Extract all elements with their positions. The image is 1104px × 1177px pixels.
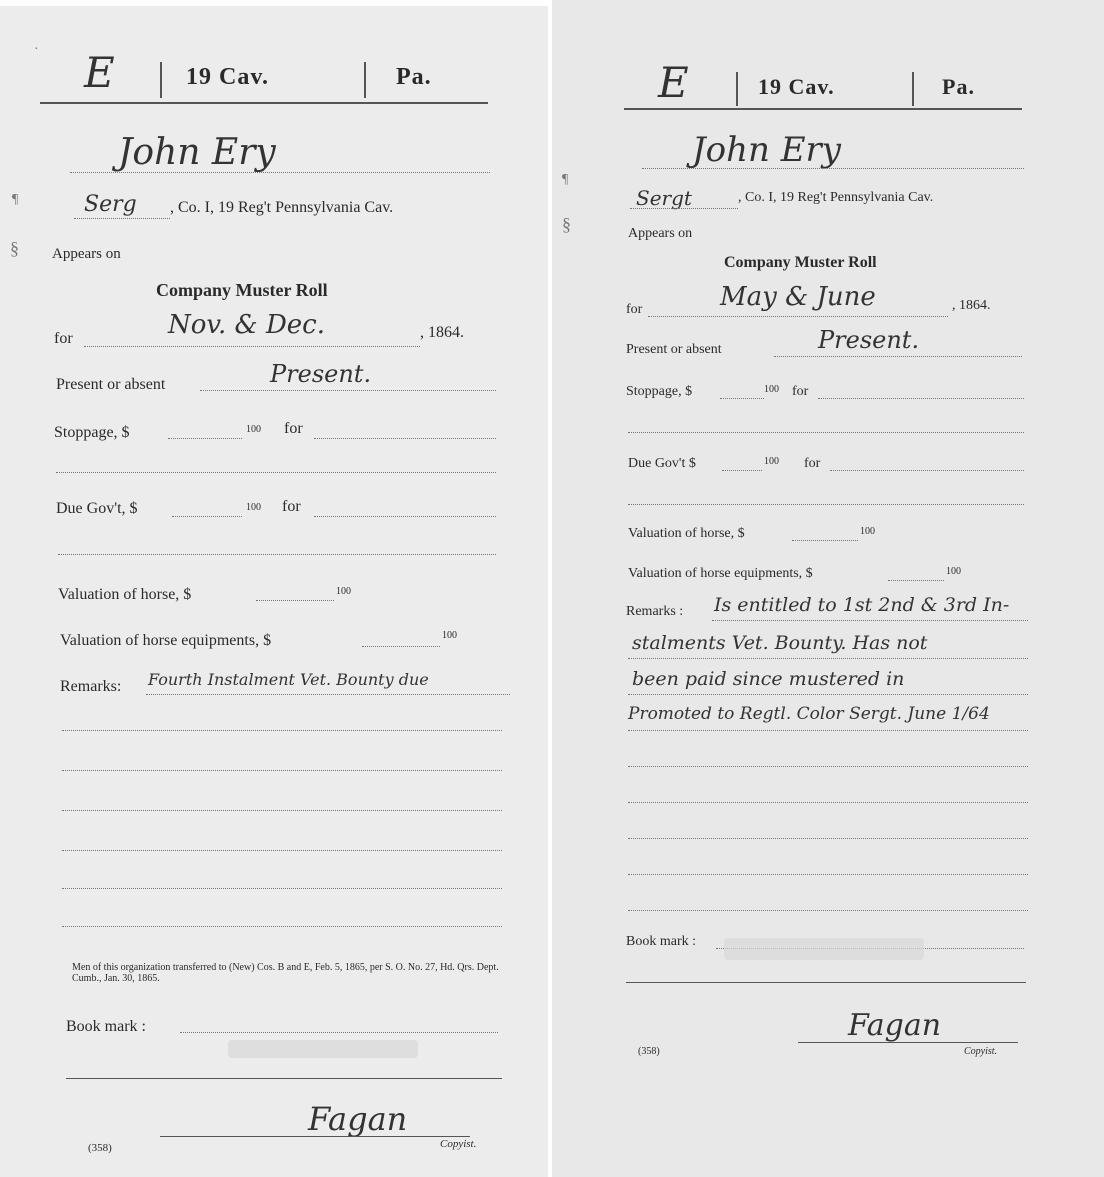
remarks-line-1: Fourth Instalment Vet. Bounty due (148, 670, 429, 689)
horse-cents: 100 (336, 586, 351, 597)
copyist-label: Copyist. (964, 1046, 998, 1057)
stoppage-cents: 100 (246, 424, 261, 435)
appears-on: Appears on (628, 226, 693, 241)
company-line: , Co. I, 19 Reg't Pennsylvania Cav. (170, 199, 394, 216)
due-line (722, 470, 762, 471)
remarks-rule (62, 770, 502, 771)
name-line (70, 172, 490, 173)
header-divider (364, 62, 366, 98)
copyist-rule (160, 1136, 470, 1137)
due-for: for (282, 498, 301, 515)
unit-label: 19 Cav. (758, 74, 835, 99)
remarks-rule (628, 802, 1028, 803)
due-for-line (314, 516, 496, 517)
remarks-line-3: been paid since mustered in (632, 668, 905, 690)
signature-rule (66, 1078, 502, 1079)
remarks-rule (628, 694, 1028, 695)
appears-on: Appears on (52, 246, 121, 262)
year: , 1864. (420, 324, 464, 341)
due-cents: 100 (246, 502, 261, 513)
state-label: Pa. (942, 74, 975, 99)
header-divider (736, 72, 738, 106)
roll-title: Company Muster Roll (724, 254, 877, 271)
due-for-line (830, 470, 1024, 471)
state-label: Pa. (396, 64, 432, 90)
remarks-rule (62, 730, 502, 731)
stoppage-label: Stoppage, $ (626, 384, 693, 399)
form-number: (358) (88, 1142, 112, 1154)
margin-mark: · (34, 42, 39, 57)
remarks-rule (628, 874, 1028, 875)
card-letter: E (658, 58, 689, 107)
year: , 1864. (952, 298, 991, 313)
copyist-signature: Fagan (848, 1008, 942, 1043)
remarks-line-4: Promoted to Regtl. Color Sergt. June 1/64 (628, 704, 990, 724)
equip-cents: 100 (442, 630, 457, 641)
remarks-line-2: stalments Vet. Bounty. Has not (632, 632, 928, 654)
stoppage-line-2 (628, 432, 1024, 433)
due-cents: 100 (764, 456, 779, 467)
stoppage-line (720, 398, 764, 399)
equip-line (888, 580, 944, 581)
roll-title: Company Muster Roll (156, 280, 328, 300)
remarks-rule (62, 888, 502, 889)
remarks-rule (628, 658, 1028, 659)
equip-label: Valuation of horse equipments, $ (628, 566, 813, 581)
stoppage-line-2 (56, 472, 496, 473)
remarks-rule (628, 910, 1028, 911)
name-line (642, 168, 1024, 169)
rank: Sergt (636, 186, 692, 210)
rank-line (74, 218, 170, 219)
remarks-rule (628, 838, 1028, 839)
remarks-label: Remarks: (60, 678, 122, 695)
due-label: Due Gov't $ (628, 456, 696, 471)
equip-label: Valuation of horse equipments, $ (60, 632, 272, 649)
stoppage-label: Stoppage, $ (54, 424, 130, 441)
present-line (774, 356, 1022, 357)
horse-cents: 100 (860, 526, 875, 537)
transfer-note: Men of this organization transferred to (New) Cos. B and E, Feb. 5, 1865, per S. O. No. 27, Hd. Qrs. Dept. Cumb., Jan. 30, 1865. (72, 962, 499, 984)
stoppage-cents: 100 (764, 384, 779, 395)
horse-line (256, 600, 334, 601)
remarks-rule (62, 926, 502, 927)
stoppage-for-line (818, 398, 1024, 399)
book-mark-stamp (724, 938, 924, 960)
margin-mark: ¶ (12, 192, 19, 207)
header-divider (912, 72, 914, 106)
book-mark-label: Book mark : (66, 1018, 146, 1035)
remarks-rule (146, 694, 510, 695)
remarks-rule (62, 850, 502, 851)
due-line-2 (628, 504, 1024, 505)
header-rule (40, 102, 488, 104)
copyist-signature: Fagan (308, 1100, 408, 1138)
rank: Serg (84, 192, 137, 217)
horse-label: Valuation of horse, $ (58, 586, 192, 603)
due-line (172, 516, 242, 517)
period-line (84, 346, 420, 347)
muster-card-may-june (552, 0, 1104, 1177)
present-value: Present. (818, 326, 920, 354)
book-mark-label: Book mark : (626, 934, 696, 949)
soldier-name: John Ery (118, 132, 276, 173)
remarks-rule (628, 730, 1028, 731)
header-divider (160, 62, 162, 98)
stoppage-line (168, 438, 242, 439)
margin-mark: ¶ (562, 172, 569, 187)
equip-cents: 100 (946, 566, 961, 577)
equip-line (362, 646, 440, 647)
present-value: Present. (270, 360, 372, 388)
period-value: May & June (720, 282, 876, 312)
remarks-rule (62, 810, 502, 811)
copyist-rule (798, 1042, 1018, 1043)
period-value: Nov. & Dec. (168, 310, 326, 340)
signature-rule (626, 982, 1026, 983)
due-for: for (804, 456, 821, 471)
stoppage-for-line (314, 438, 496, 439)
for-label: for (54, 330, 73, 347)
header-rule (624, 108, 1022, 110)
copyist-label: Copyist. (440, 1138, 477, 1150)
book-mark-line (180, 1032, 498, 1033)
margin-mark: § (10, 238, 19, 258)
period-line (648, 316, 948, 317)
due-label: Due Gov't, $ (56, 500, 138, 517)
remarks-label: Remarks : (626, 604, 684, 619)
unit-label: 19 Cav. (186, 64, 270, 90)
soldier-name: John Ery (692, 130, 841, 170)
for-label: for (626, 302, 643, 317)
remarks-line-1: Is entitled to 1st 2nd & 3rd In- (714, 594, 1010, 616)
remarks-rule (712, 620, 1028, 621)
present-label: Present or absent (56, 376, 166, 393)
present-label: Present or absent (626, 342, 722, 357)
stoppage-for: for (284, 420, 303, 437)
company-line: , Co. I, 19 Reg't Pennsylvania Cav. (738, 190, 934, 205)
card-letter: E (84, 48, 115, 97)
horse-label: Valuation of horse, $ (628, 526, 745, 541)
remarks-rule (628, 766, 1028, 767)
stoppage-for: for (792, 384, 809, 399)
due-line-2 (58, 554, 496, 555)
present-line (200, 390, 496, 391)
muster-card-nov-dec (0, 6, 548, 1177)
margin-mark: § (562, 214, 571, 234)
rank-line (630, 208, 738, 209)
horse-line (792, 540, 858, 541)
form-number: (358) (638, 1046, 660, 1057)
book-mark-stamp (228, 1040, 418, 1058)
